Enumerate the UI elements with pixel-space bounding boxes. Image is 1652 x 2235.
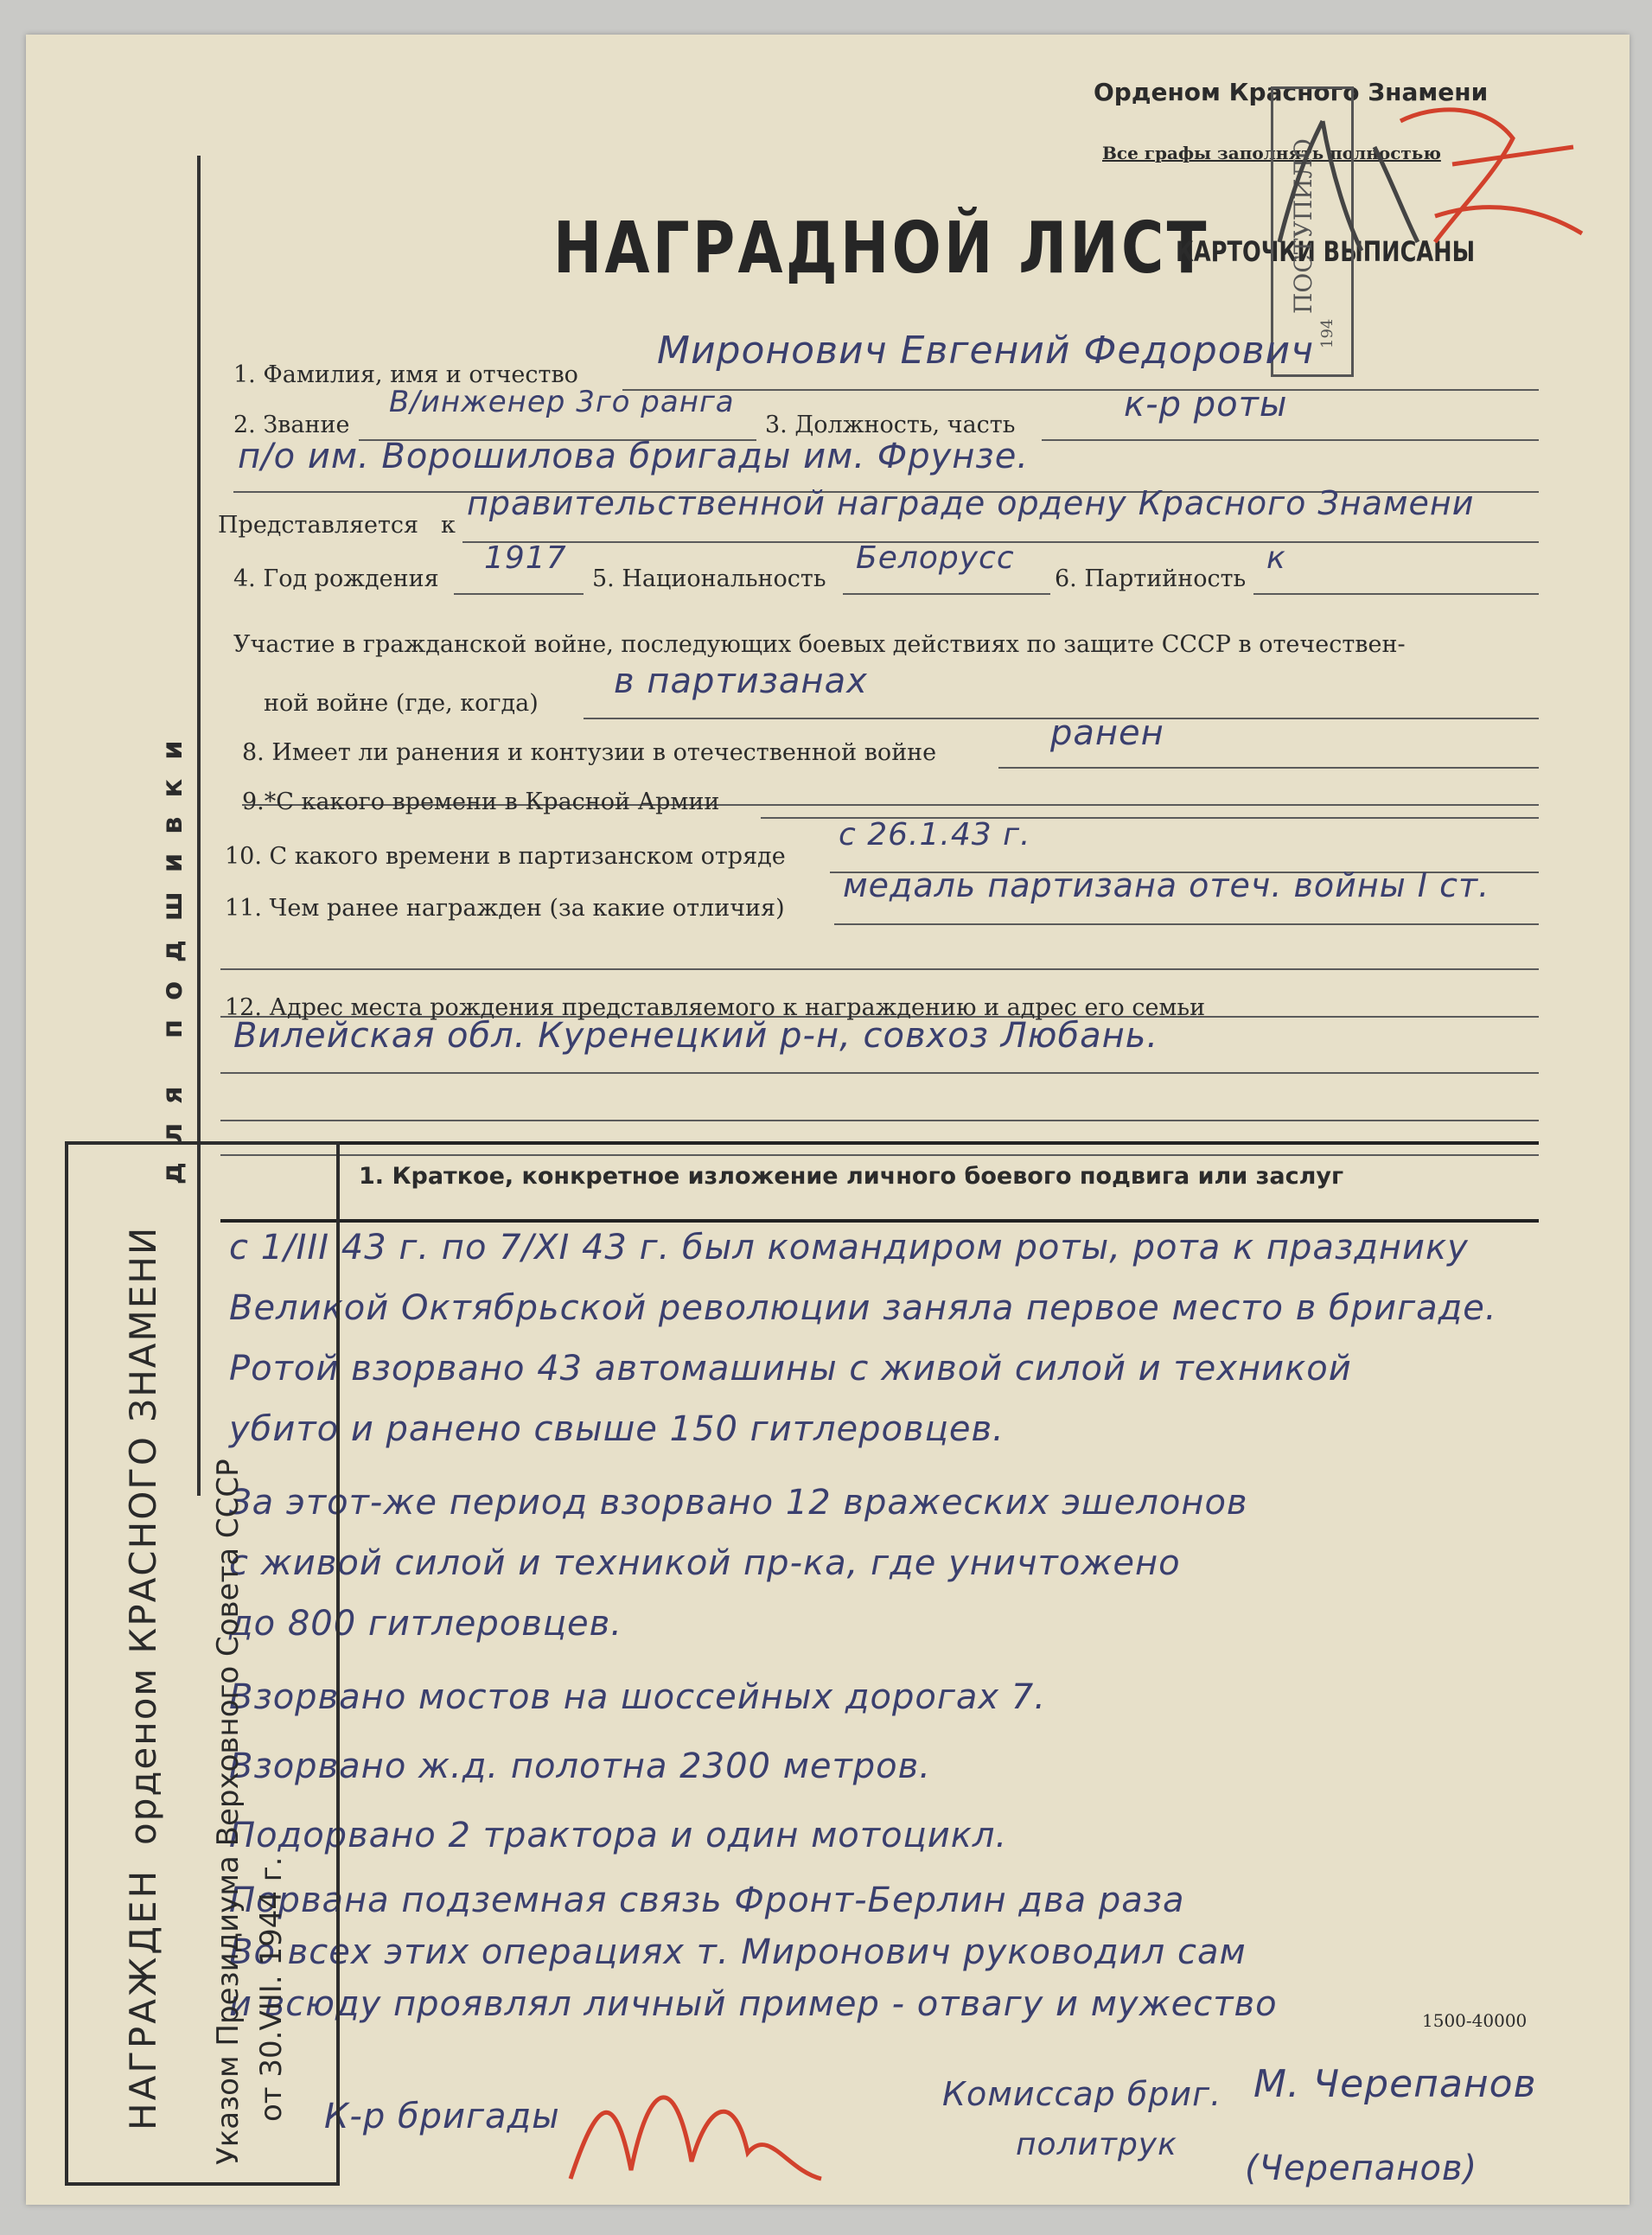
field-2-value: В/инженер 3го ранга xyxy=(389,385,735,419)
field-10-label: 10. С какого времени в партизанском отряде xyxy=(225,843,786,870)
field-12-value: Вилейская обл. Куренецкий р-н, совхоз Любань. xyxy=(233,1016,1159,1056)
narrative-line: Порвана подземная связь Фронт-Берлин два раза xyxy=(229,1881,1185,1920)
field-11-label: 11. Чем ранее награжден (за какие отличия) xyxy=(225,895,785,922)
field-6-value: к xyxy=(1266,540,1286,576)
field-8-value: ранен xyxy=(1050,713,1164,753)
narrative-line: Подорвано 2 трактора и один мотоцикл. xyxy=(229,1816,1008,1855)
stamp-cards-issued: КАРТОЧКИ ВЫПИСАНЫ xyxy=(1176,235,1476,268)
received-stamp-text: ПОСТУПИЛО xyxy=(1289,138,1317,314)
decree-line-2: от 30.VIII. 1944 г. xyxy=(254,1856,289,2122)
received-stamp-year: 194 xyxy=(1318,318,1336,348)
field-7-label-1: Участие в гражданской войне, последующих боевых действиях по защите СССР в отечествен- xyxy=(233,631,1406,658)
instruction-text: Все графы заполнять полностью xyxy=(1102,143,1441,163)
field-7-value: в партизанах xyxy=(614,661,868,701)
award-sheet xyxy=(26,35,1630,2205)
narrative-line: и всюду проявлял личный пример - отвагу и мужество xyxy=(229,1984,1278,2024)
field-10-value: с 26.1.43 г. xyxy=(839,817,1031,852)
narrative-line: За этот-же период взорвано 12 вражеских эшелонов xyxy=(229,1483,1248,1523)
field-4-label: 4. Год рождения xyxy=(233,565,439,592)
commissar-signature: М. Черепанов xyxy=(1253,2062,1537,2106)
commissar-name: (Черепанов) xyxy=(1245,2149,1478,2188)
field-1-label: 1. Фамилия, имя и отчество xyxy=(233,361,578,388)
field-12-label: 12. Адрес места рождения представляемого к награждению и адрес его семьи xyxy=(225,994,1206,1021)
field-9-label: 9.*С какого времени в Красной Армии xyxy=(242,789,720,815)
award-decree-stamp xyxy=(65,1141,340,2186)
section-heading: 1. Краткое, конкретное изложение личного боевого подвига или заслуг xyxy=(359,1163,1344,1190)
commander-label: К-р бригады xyxy=(324,2097,560,2136)
field-7-label-2: ной войне (где, когда) xyxy=(264,690,539,717)
narrative-line: убито и ранено свыше 150 гитлеровцев. xyxy=(229,1409,1005,1449)
commissar-label: Комиссар бриг. xyxy=(942,2075,1222,2113)
narrative-line: Взорвано ж.д. полотна 2300 метров. xyxy=(229,1746,931,1786)
page-title: НАГРАДНОЙ ЛИСТ xyxy=(553,208,1209,290)
decree-line-1: Указом Президиума Верховного Совета СССР xyxy=(211,1459,246,2165)
narrative-line: Великой Октябрьской революции заняла первое место в бригаде. xyxy=(229,1288,1497,1328)
field-5-label: 5. Национальность xyxy=(592,565,826,592)
narrative-line: Ротой взорвано 43 автомашины с живой силой и техникой xyxy=(229,1349,1352,1389)
narrative-line: Во всех этих операциях т. Миронович руководил сам xyxy=(229,1932,1247,1972)
field-1-value: Миронович Евгений Федорович xyxy=(657,329,1315,373)
field-3-value-cont: п/о им. Ворошилова бригады им. Фрунзе. xyxy=(238,437,1030,476)
stamp-line-1: НАГРАЖДЕН xyxy=(122,1868,164,2130)
binding-label: для подшивки xyxy=(156,721,188,1185)
top-right-marks xyxy=(1176,69,1608,294)
present-label: Представляется xyxy=(218,512,419,539)
stamp-line-2: орденом КРАСНОГО ЗНАМЕНИ xyxy=(122,1225,164,1845)
order-line: Орденом Красного Знамени xyxy=(1094,78,1489,106)
field-8-label: 8. Имеет ли ранения и контузии в отечественной войне xyxy=(242,739,937,766)
field-3-label: 3. Должность, часть xyxy=(765,412,1016,438)
field-5-value: Белорусс xyxy=(856,540,1015,576)
commander-signature xyxy=(562,2049,847,2196)
field-2-label: 2. Звание xyxy=(233,412,350,438)
field-11-value: медаль партизана отеч. войны I ст. xyxy=(843,866,1490,904)
present-k: к xyxy=(441,512,456,539)
field-3-value: к-р роты xyxy=(1124,385,1288,425)
narrative-line: с живой силой и техникой пр-ка, где уничтожено xyxy=(229,1543,1181,1583)
narrative-line: Взорвано мостов на шоссейных дорогах 7. xyxy=(229,1677,1046,1717)
narrative-line: с 1/III 43 г. по 7/XI 43 г. был командиром роты, рота к празднику xyxy=(229,1228,1469,1268)
narrative-line: до 800 гитлеровцев. xyxy=(229,1604,622,1644)
present-value: правительственной награде ордену Красного Знамени xyxy=(467,484,1475,522)
politruk-label: политрук xyxy=(1016,2127,1177,2162)
field-6-label: 6. Партийность xyxy=(1055,565,1247,592)
print-code: 1500-40000 xyxy=(1422,2010,1528,2031)
field-4-value: 1917 xyxy=(484,540,567,576)
